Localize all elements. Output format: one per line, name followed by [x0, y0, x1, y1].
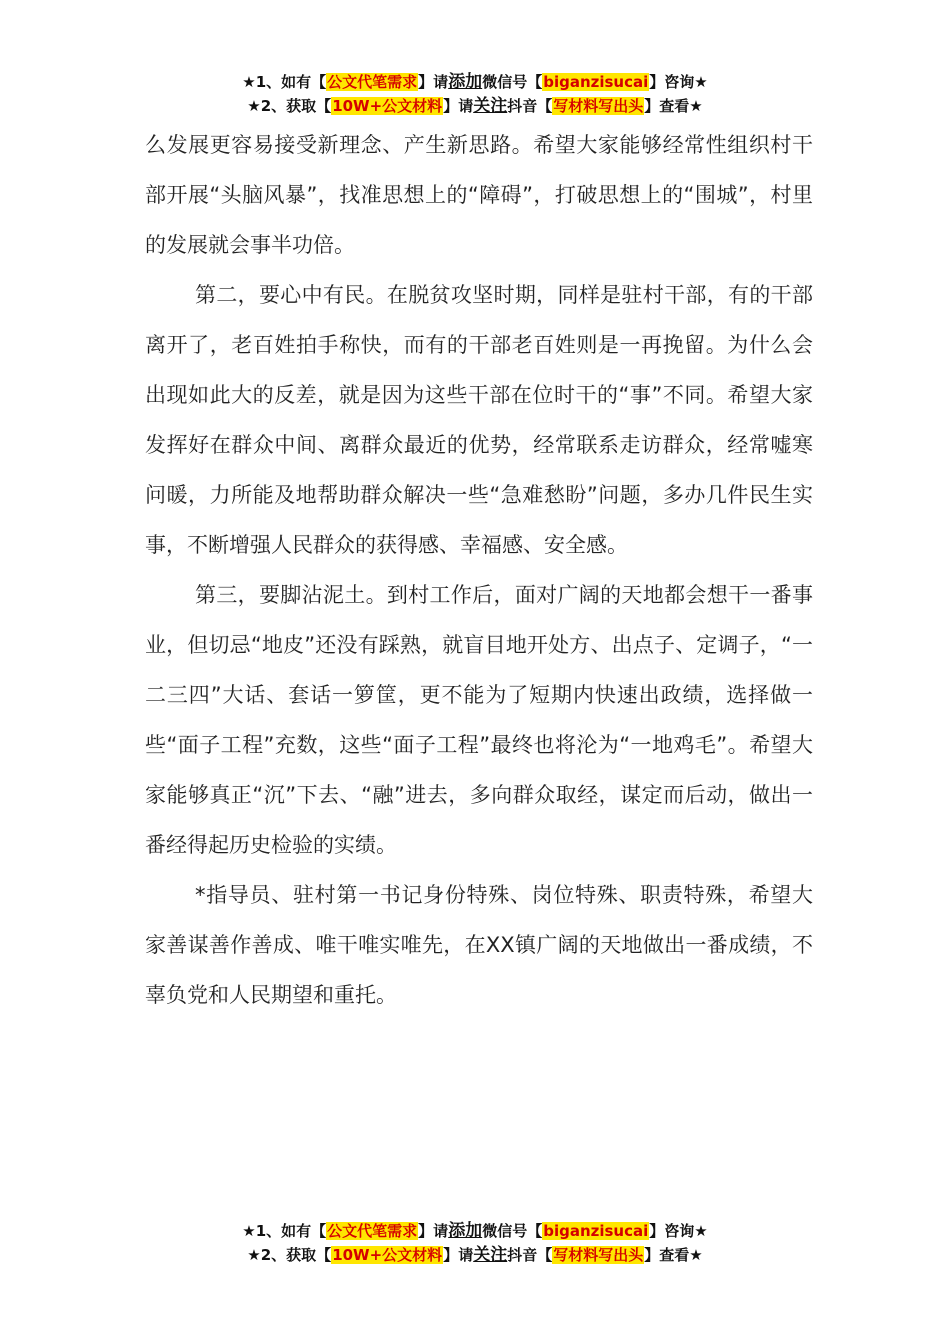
banner-line-1	[0, 70, 950, 94]
paragraph-continuation: 么发展更容易接受新理念、产生新思路。希望大家能够经常性组织村干部开展“头脑风暴”，找准思想上的“障碍”，打破思想上的“围城”，村里的发展就会事半功倍。	[145, 133, 813, 257]
banner-text: 】请	[443, 1246, 474, 1264]
banner-text: 抖音【	[507, 97, 553, 115]
banner-text: 】请	[418, 73, 449, 91]
highlight-wechat-id: biganzisucai	[543, 73, 649, 91]
banner-text: 微信号【	[482, 73, 543, 91]
banner-text: 微信号【	[482, 1222, 543, 1240]
banner-line-2	[0, 94, 950, 118]
banner-text: 】咨询★	[649, 73, 708, 91]
banner-text: ★1、如有【	[242, 1222, 327, 1240]
banner-text: ★2、获取【	[247, 97, 332, 115]
emphasis-add: 添加	[448, 1221, 483, 1241]
footer-banner	[0, 1219, 950, 1267]
banner-text: ★1、如有【	[242, 73, 327, 91]
highlight-ghostwriting: 公文代笔需求	[327, 1222, 418, 1240]
highlight-wechat-id: biganzisucai	[543, 1222, 649, 1240]
highlight-douyin-id: 写材料写出头	[553, 1246, 644, 1264]
paragraph-third-point: 第三，要脚沾泥土。到村工作后，面对广阔的天地都会想干一番事业，但切忌“地皮”还没有踩熟，就盲目地开处方、出点子、定调子，“一二三四”大话、套话一箩筐，更不能为了短期内快速出政绩，选择做一些“面子工程”充数，这些“面子工程”最终也将沦为“一地鸡毛”。希望大家能够真正“沉”下去、“融”进去，多向群众取经，谋定而后动，做出一番经得起历史检验的实绩。	[145, 583, 813, 857]
document-body	[145, 120, 813, 1020]
highlight-materials: 10W+公文材料	[332, 1246, 443, 1264]
emphasis-add: 添加	[448, 72, 483, 92]
header-banner	[0, 70, 950, 118]
paragraph-second-point: 第二，要心中有民。在脱贫攻坚时期，同样是驻村干部，有的干部离开了，老百姓拍手称快，而有的干部老百姓则是一再挽留。为什么会出现如此大的反差，就是因为这些干部在位时干的“事”不同。希望大家发挥好在群众中间、离群众最近的优势，经常联系走访群众，经常嘘寒问暖，力所能及地帮助群众解决一些“急难愁盼”问题，多办几件民生实事，不断增强人民群众的获得感、幸福感、安全感。	[145, 283, 813, 557]
highlight-ghostwriting: 公文代笔需求	[327, 73, 418, 91]
banner-text: 抖音【	[507, 1246, 553, 1264]
banner-line-2	[0, 1243, 950, 1267]
banner-text: 】请	[418, 1222, 449, 1240]
banner-line-1	[0, 1219, 950, 1243]
banner-text: 】咨询★	[649, 1222, 708, 1240]
highlight-douyin-id: 写材料写出头	[553, 97, 644, 115]
banner-text: 】查看★	[644, 97, 703, 115]
emphasis-follow: 关注	[473, 1245, 508, 1265]
paragraph-closing: *指导员、驻村第一书记身份特殊、岗位特殊、职责特殊，希望大家善谋善作善成、唯干唯实唯先，在XX镇广阔的天地做出一番成绩，不辜负党和人民期望和重托。	[145, 883, 813, 1007]
banner-text: 】查看★	[644, 1246, 703, 1264]
banner-text: ★2、获取【	[247, 1246, 332, 1264]
highlight-materials: 10W+公文材料	[332, 97, 443, 115]
banner-text: 】请	[443, 97, 474, 115]
emphasis-follow: 关注	[473, 96, 508, 116]
